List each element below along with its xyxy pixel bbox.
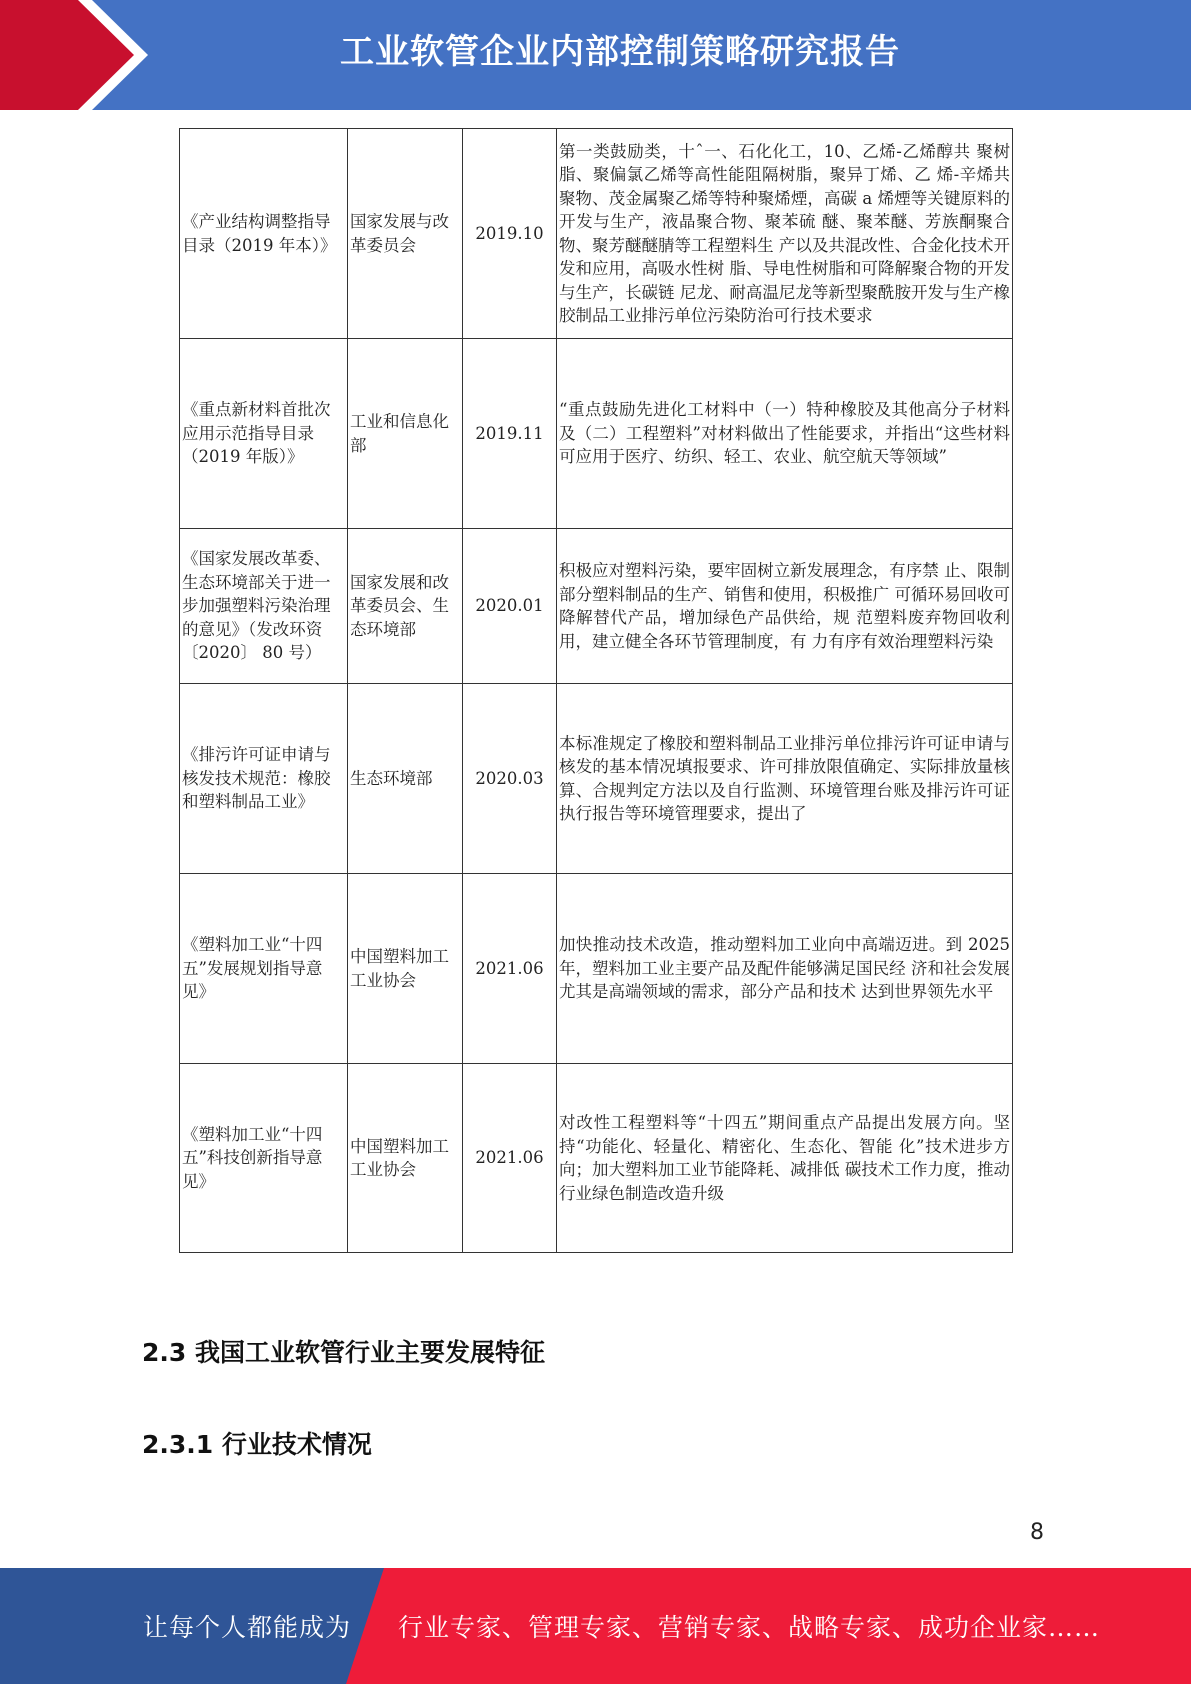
footer-slogan-left: 让每个人都能成为	[143, 1613, 352, 1642]
content-cell: 本标准规定了橡胶和塑料制品工业排污单位排污许可证申请与核发的基本情况填报要求、许可排放限值确定、实际排放量核算、合规判定方法以及自行监测、环境管理台账及排污许可证执行报告等环境管理要求，提出了	[557, 684, 1013, 874]
content-cell: 积极应对塑料污染，要牢固树立新发展理念，有序禁 止、限制部分塑料制品的生产、销售和使用，积极推广 可循环易回收可降解替代产品，增加绿色产品供给，规 范塑料废弃物回收利用，建立健全各环节管理制度，有 力有序有效治理塑料污染	[557, 529, 1013, 684]
content-cell: 第一类鼓励类，十ˆ一、石化化工，10、乙烯-乙烯醇共 聚树脂、聚偏氯乙烯等高性能阻隔树脂，聚异丁烯、乙 烯-辛烯共聚物、茂金属聚乙烯等特种聚烯煙，高碳 a 烯煙等关键原料的开发与生产，液晶聚合物、聚苯硫 醚、聚苯醚、芳族酮聚合物、聚芳醚醚腈等工程塑料生 产以及共混改性、合金化技术开发和应用，高吸水性树 脂、导电性树脂和可降解聚合物的开发与生产，长碳链 尼龙、耐高温尼龙等新型聚酰胺开发与生产橡胶制品工业排污单位污染防治可行技术要求	[557, 129, 1013, 339]
department-cell: 中国塑料加工工业协会	[348, 1064, 463, 1253]
department-cell: 生态环境部	[348, 684, 463, 874]
page-footer	[0, 1568, 1191, 1684]
table-row	[180, 529, 1013, 684]
document-title: 工业软管企业内部控制策略研究报告	[340, 32, 900, 72]
content-cell: “重点鼓励先进化工材料中（一）特种橡胶及其他高分子材料及（二）工程塑料”对材料做出了性能要求，并指出“这些材料可应用于医疗、纺织、轻工、农业、航空航天等领域”	[557, 339, 1013, 529]
policy-name-cell: 《塑料加工业“十四五”发展规划指导意见》	[180, 874, 348, 1064]
department-cell: 国家发展和改革委员会、生态环境部	[348, 529, 463, 684]
date-cell: 2021.06	[463, 1064, 557, 1253]
page-header	[0, 0, 1191, 110]
policy-name-cell: 《产业结构调整指导目录（2019 年本）》	[180, 129, 348, 339]
policy-name-cell: 《塑料加工业“十四五”科技创新指导意见》	[180, 1064, 348, 1253]
table-row	[180, 339, 1013, 529]
footer-slogan-right: 行业专家、管理专家、营销专家、战略专家、成功企业家……	[398, 1613, 1101, 1642]
table-row	[180, 1064, 1013, 1253]
policy-name-cell: 《重点新材料首批次应用示范指导目录（2019 年版）》	[180, 339, 348, 529]
table-row	[180, 874, 1013, 1064]
section-heading: 2.3 我国工业软管行业主要发展特征	[142, 1338, 545, 1367]
date-cell: 2019.11	[463, 339, 557, 529]
subsection-heading: 2.3.1 行业技术情况	[142, 1430, 372, 1459]
policy-name-cell: 《排污许可证申请与核发技术规范：橡胶和塑料制品工业》	[180, 684, 348, 874]
table-row	[180, 129, 1013, 339]
department-cell: 国家发展与改革委员会	[348, 129, 463, 339]
content-cell: 对改性工程塑料等“十四五”期间重点产品提出发展方向。坚持“功能化、轻量化、精密化、生态化、智能 化”技术进步方向；加大塑料加工业节能降耗、减排低 碳技术工作力度，推动行业绿色制造改造升级	[557, 1064, 1013, 1253]
department-cell: 中国塑料加工工业协会	[348, 874, 463, 1064]
table-row	[180, 684, 1013, 874]
date-cell: 2020.01	[463, 529, 557, 684]
page-number: 8	[1030, 1520, 1044, 1545]
policy-name-cell: 《国家发展改革委、生态环境部关于进一步加强塑料污染治理的意见》（发改环资〔2020〕 80 号）	[180, 529, 348, 684]
date-cell: 2020.03	[463, 684, 557, 874]
date-cell: 2021.06	[463, 874, 557, 1064]
content-cell: 加快推动技术改造，推动塑料加工业向中高端迈进。到 2025 年，塑料加工业主要产品及配件能够满足国民经 济和社会发展尤其是高端领域的需求，部分产品和技术 达到世界领先水平	[557, 874, 1013, 1064]
date-cell: 2019.10	[463, 129, 557, 339]
policy-table	[179, 128, 1013, 1253]
department-cell: 工业和信息化部	[348, 339, 463, 529]
